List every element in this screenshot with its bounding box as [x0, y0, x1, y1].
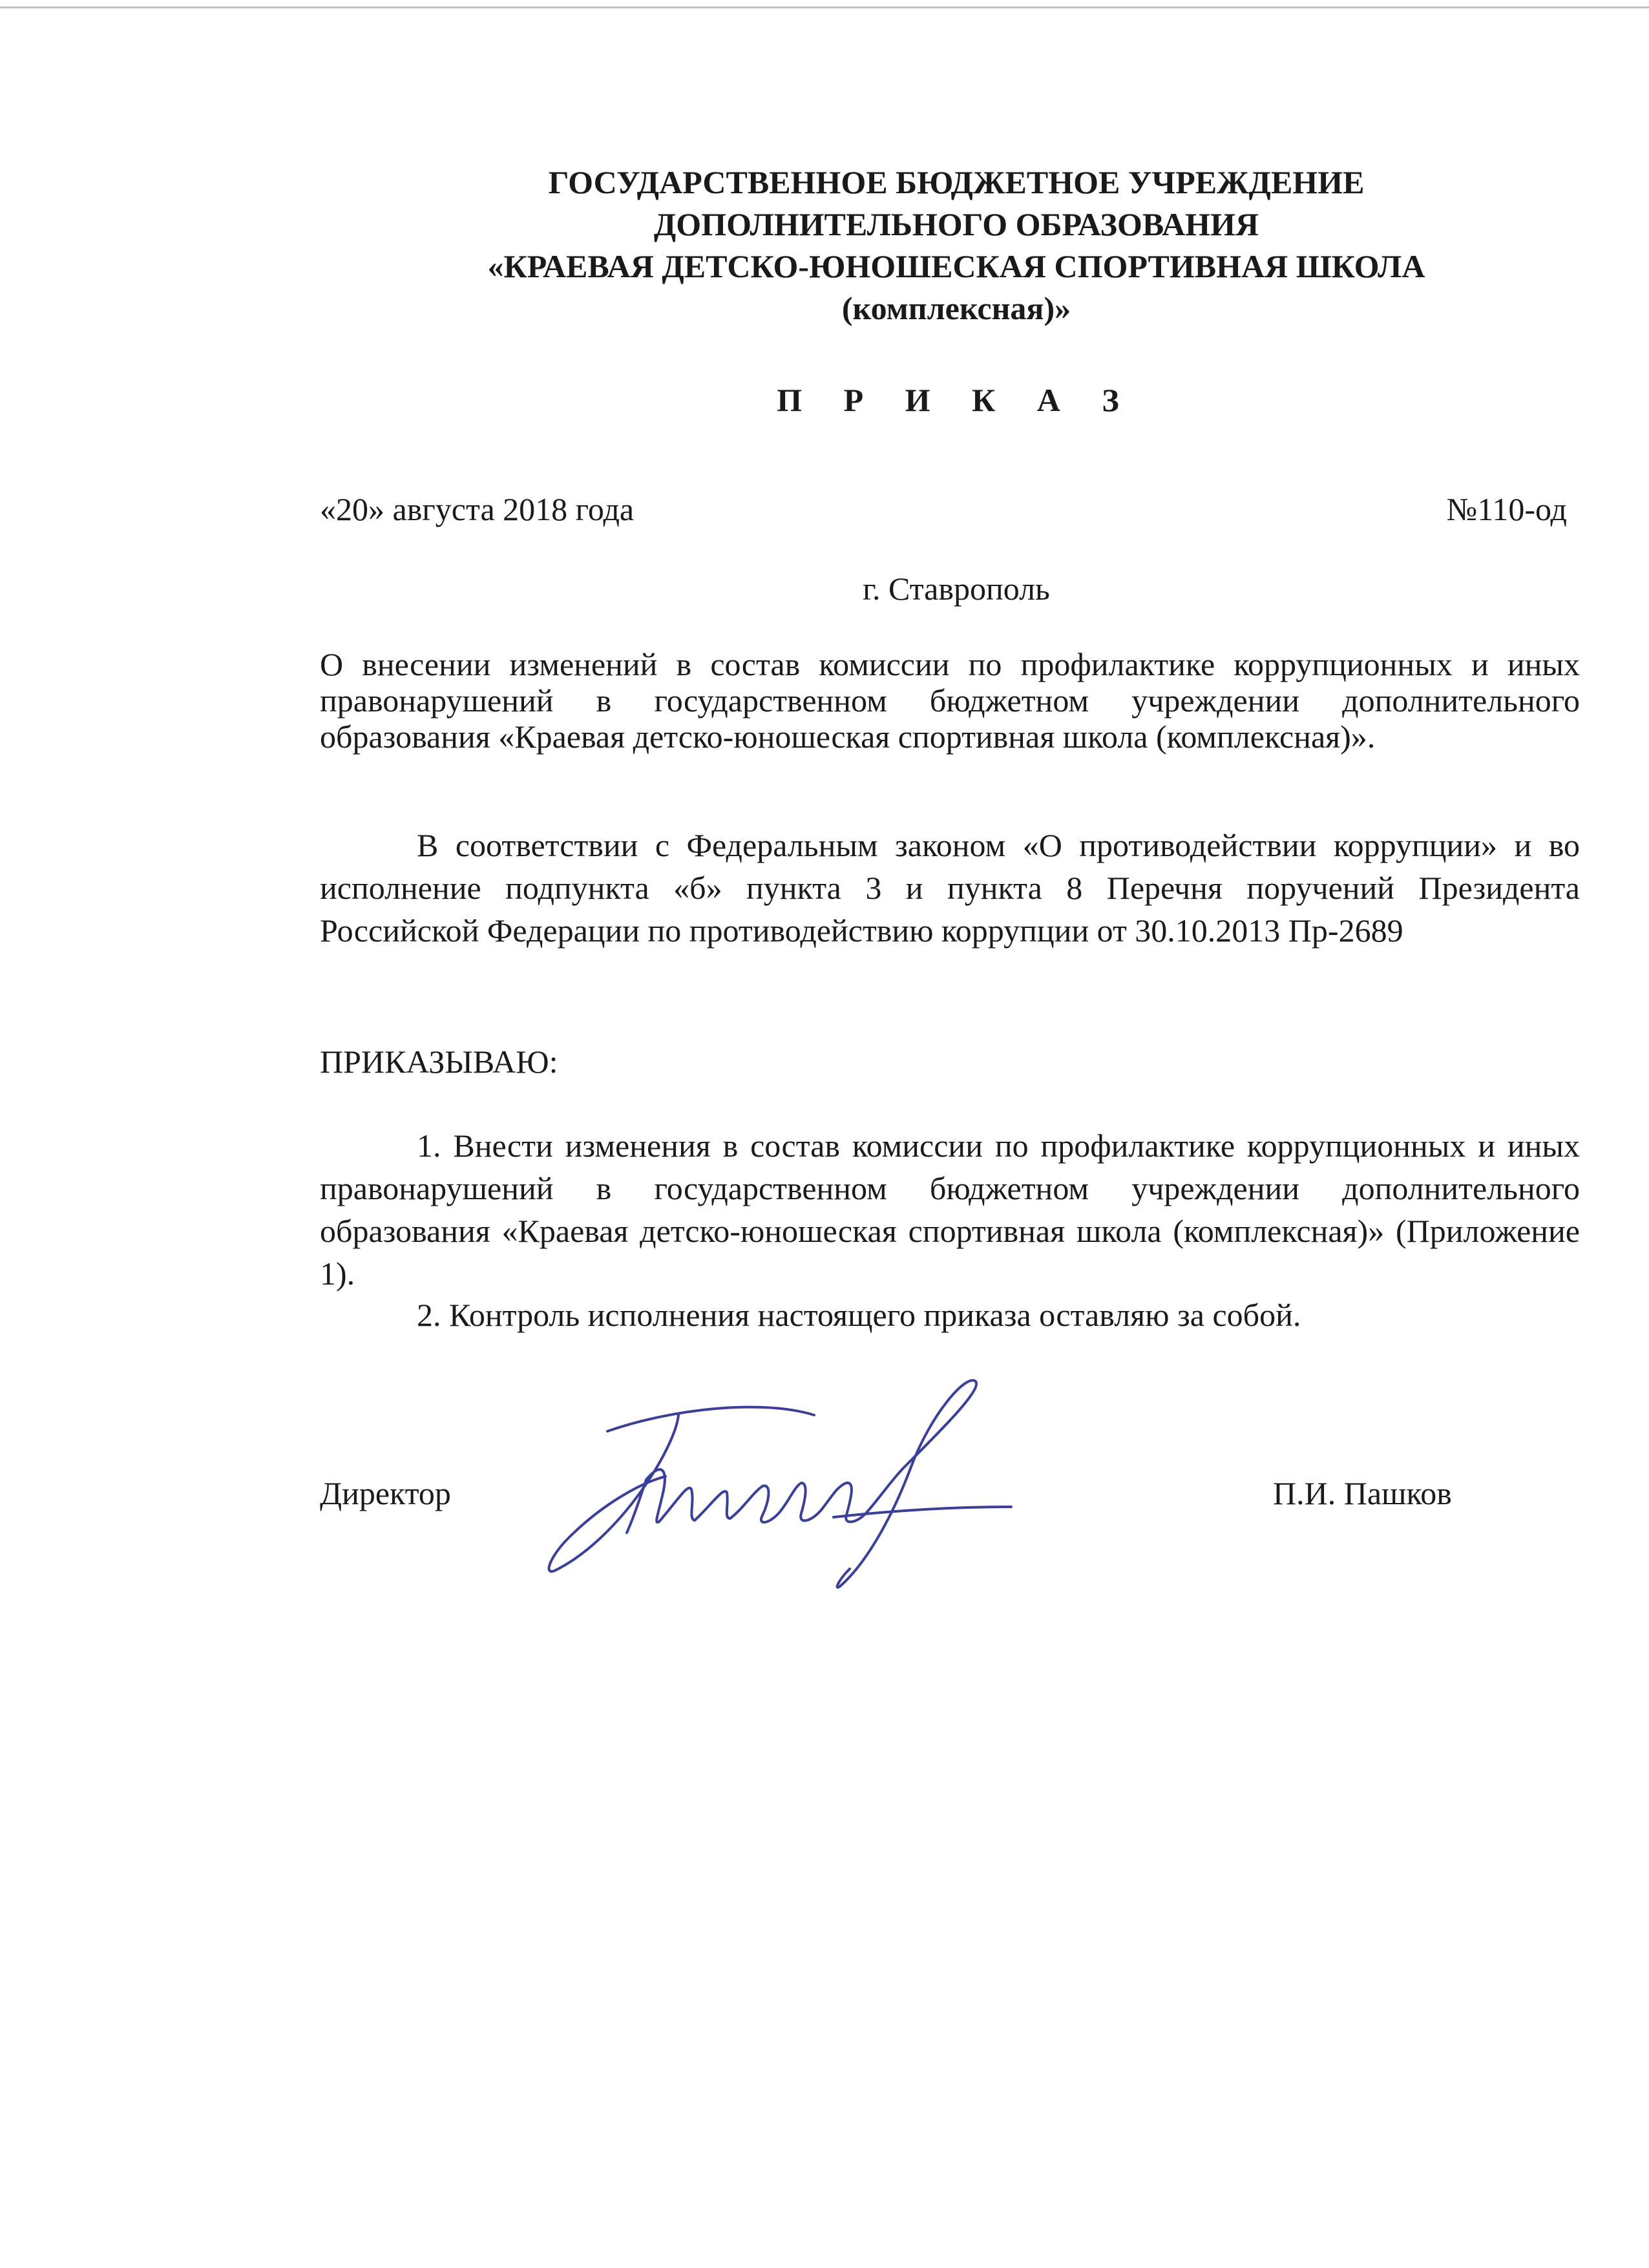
signature-image — [530, 1363, 1047, 1596]
header-line-2: ДОПОЛНИТЕЛЬНОГО ОБРАЗОВАНИЯ — [653, 206, 1259, 242]
order-item-1: 1. Внести изменения в состав комиссии по профилактике коррупционных и иных правонарушений в государственном бюджетном учреждении дополнительного образования «Краевая детско-юношеская спортивная школа (комплексная)» (Приложение 1). — [320, 1128, 1580, 1292]
director-name: П.И. Пашков — [1273, 1475, 1452, 1511]
organization-header — [310, 162, 1602, 330]
order-word: ПРИКАЗЫВАЮ: — [320, 1044, 558, 1080]
order-city: г. Ставрополь — [863, 571, 1050, 607]
order-preamble: В соответствии с Федеральным законом «О противодействии коррупции» и во исполнение подпункта «б» пункта 3 и пункта 8 Перечня поручений Президента Российской Федерации по противодействию коррупции от 30.10.2013 Пр-2689 — [320, 827, 1580, 949]
order-subject: О внесении изменений в состав комиссии по профилактике коррупционных и иных правонарушений в государственном бюджетном учреждении дополнительного образования «Краевая детско-юношеская спортивная школа (комплексная)». — [320, 646, 1580, 755]
order-title: П Р И К А З — [777, 382, 1136, 418]
header-line-3: «КРАЕВАЯ ДЕТСКО-ЮНОШЕСКАЯ СПОРТИВНАЯ ШКОЛА — [487, 248, 1425, 284]
order-item-2: 2. Контроль исполнения настоящего приказа оставляю за собой. — [417, 1297, 1301, 1333]
order-date: «20» августа 2018 года — [320, 491, 635, 527]
header-line-4: (комплексная)» — [841, 290, 1071, 326]
order-number: №110-од — [1446, 491, 1567, 527]
header-line-1: ГОСУДАРСТВЕННОЕ БЮДЖЕТНОЕ УЧРЕЖДЕНИЕ — [548, 164, 1365, 200]
scan-edge-line — [0, 6, 1649, 8]
director-label: Директор — [320, 1475, 451, 1511]
